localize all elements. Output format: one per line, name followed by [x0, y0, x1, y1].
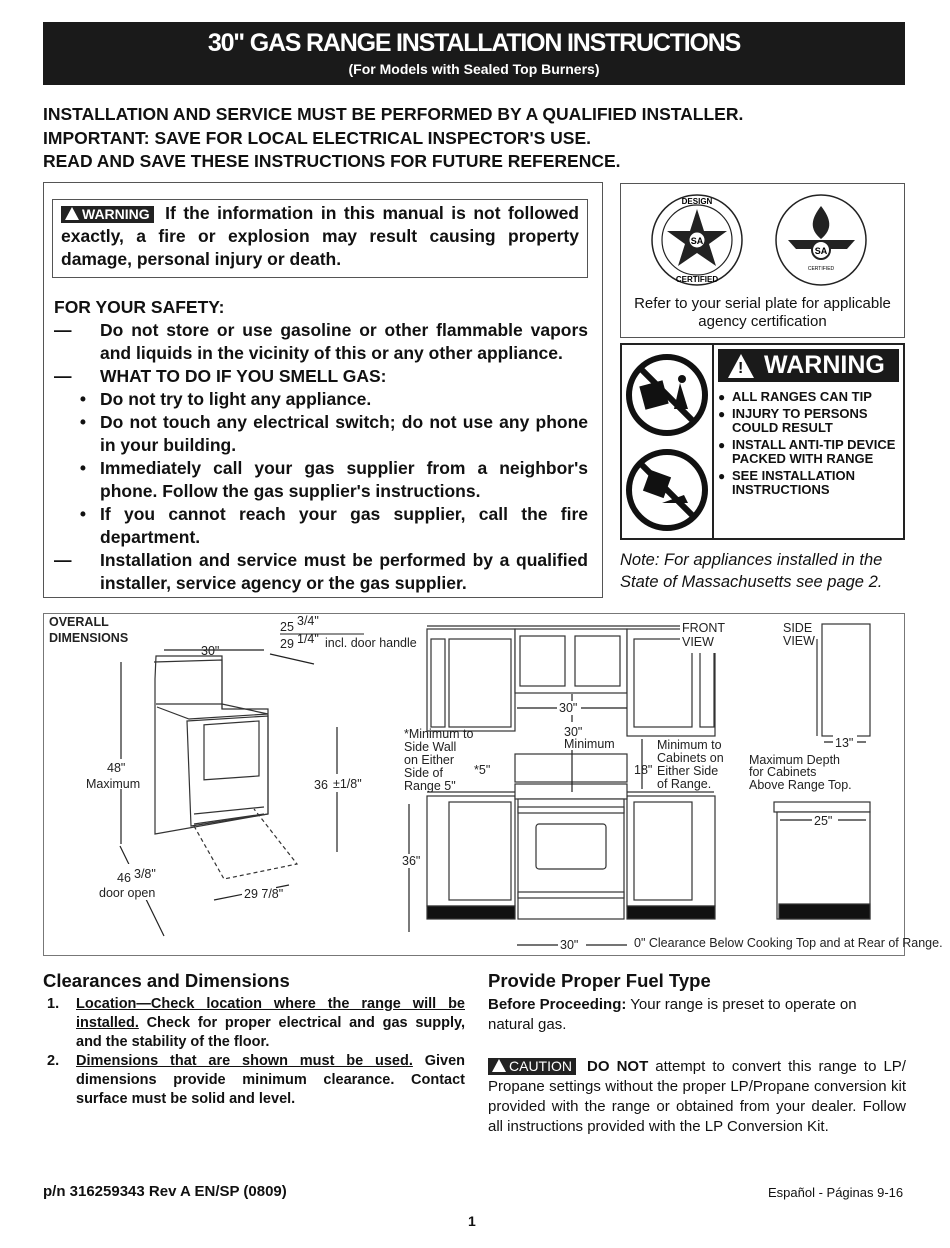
list-item: [52, 457, 588, 503]
list-item-text: Do not try to light any appliance.: [100, 389, 372, 409]
logo-bottom-text: CERTIFIED: [807, 266, 835, 272]
logo-bottom-text: CERTIFIED: [675, 275, 719, 284]
dimension-label: *5": [474, 763, 491, 777]
item-number: 1.: [47, 996, 60, 1012]
list-item: ● INSTALL ANTI-TIP DEVICE PACKED WITH RANGE: [718, 438, 899, 466]
note-line: Side of: [404, 766, 443, 780]
page-number: 1: [468, 1213, 476, 1229]
massachusetts-note: Note: For appliances installed in the State of Massachusetts see page 2.: [620, 551, 883, 591]
logo-mark: SA: [690, 236, 704, 246]
list-item-text: Do not store or use gasoline or other flammable vapors and liquids in the vicinity of this or any other appliance.: [100, 320, 588, 363]
bullet-marker: •: [79, 389, 87, 409]
spanish-pages: Español - Páginas 9-16: [768, 1185, 904, 1200]
list-item-text: Installation and service must be performed by a qualified installer, service agency or the gas supplier.: [100, 550, 588, 593]
installation-notices: [43, 103, 743, 174]
dimension-label: 36": [402, 854, 421, 868]
view-label: SIDE: [783, 621, 813, 635]
dash-marker: —: [54, 320, 72, 340]
view-label: VIEW: [783, 634, 815, 648]
note-line: Maximum Depth: [749, 753, 840, 767]
list-item-text: ALL RANGES CAN TIP: [732, 389, 872, 404]
clearances-section: [43, 970, 465, 1109]
caution-paragraph: [488, 1057, 906, 1137]
dimension-label: Maximum: [86, 777, 141, 791]
note-line: *Minimum to: [404, 727, 474, 741]
dimension-label: 48": [107, 761, 126, 775]
no-tipping-icon: [629, 452, 705, 528]
diagram-label: OVERALL: [49, 615, 109, 629]
dash-marker: —: [54, 366, 72, 386]
page-subtitle: (For Models with Sealed Top Burners): [348, 61, 600, 77]
safety-warning-box: [43, 182, 603, 598]
body: attempt to convert this range to LP/ Propane settings without the proper LP/Propane conversion kit provided with the range or obtained from your dealer. Follow all instructions provided with the LP Conversion Kit.: [488, 1058, 906, 1135]
tip-pictograms: [622, 345, 714, 538]
note-line: of Range.: [657, 777, 712, 791]
warning-triangle-icon: !: [728, 354, 754, 378]
bullet-marker: •: [79, 412, 87, 432]
item-body: Check for proper electrical and gas supply, and the stability of the floor.: [76, 1015, 465, 1050]
logo-mark: SA: [814, 246, 828, 256]
flame-icon: [813, 206, 830, 239]
dimension-label: Minimum: [564, 737, 615, 751]
notice: READ AND SAVE THESE INSTRUCTIONS FOR FUTURE REFERENCE.: [43, 151, 621, 171]
dimensions-figure: [44, 614, 943, 955]
note-line: on Either: [404, 753, 455, 767]
warning-triangle-icon: [492, 1059, 506, 1072]
list-item: ● SEE INSTALLATION INSTRUCTIONS: [718, 469, 899, 497]
warning-triangle-icon: [65, 207, 79, 220]
page-title: 30" GAS RANGE INSTALLATION INSTRUCTIONS: [207, 29, 741, 57]
list-item: [52, 411, 588, 457]
dimension-label: 25": [814, 814, 833, 828]
section-heading: Clearances and Dimensions: [43, 970, 290, 991]
notice: INSTALLATION AND SERVICE MUST BE PERFORMED BY A QUALIFIED INSTALLER.: [43, 104, 744, 124]
dimension-label: 1/4": [297, 632, 319, 646]
safety-list: [52, 296, 588, 595]
warning-badge-label: WARNING: [82, 206, 150, 222]
caution-badge: [488, 1058, 576, 1075]
dimension-label: 29 7/8": [244, 887, 284, 901]
dimension-label: 30": [564, 725, 583, 739]
dimension-label: 30": [560, 938, 579, 952]
warning-headline: [52, 199, 588, 278]
view-label: FRONT: [682, 621, 726, 635]
certification-text: Refer to your serial plate for applicable agency certification: [634, 295, 891, 330]
list-item-text: If you cannot reach your gas supplier, call the fire department.: [100, 504, 588, 547]
note-line: Minimum to: [657, 738, 722, 752]
item-text: [76, 1052, 465, 1109]
caution-badge-label: CAUTION: [509, 1058, 572, 1074]
warning-badge: [61, 206, 154, 223]
list-item: [52, 319, 588, 365]
dimension-label: 3/4": [297, 614, 319, 628]
dimension-label: 3/8": [134, 867, 156, 881]
no-tipping-icon: [629, 357, 705, 433]
section-heading: Provide Proper Fuel Type: [488, 970, 711, 991]
item-text: [76, 995, 465, 1052]
list-item-text: Immediately call your gas supplier from a neighbor's phone. Follow the gas supplier's instructions.: [100, 458, 588, 501]
dimension-label: door open: [99, 886, 156, 900]
cabinet-depth-note: [749, 753, 852, 792]
certification-logos: [621, 184, 904, 284]
cabinet-side-note: [657, 738, 724, 791]
tip-warning-list: [718, 390, 899, 497]
note-line: for Cabinets: [749, 765, 817, 779]
dimension-label: 30": [559, 701, 578, 715]
list-item: [52, 365, 588, 388]
range-perspective-drawing: [154, 656, 297, 879]
note-line: Range 5": [404, 779, 456, 793]
warning-text: If the information in this manual is not followed exactly, a fire or explosion may result causing property damage, personal injury or death.: [61, 203, 579, 269]
list-item: [52, 549, 588, 595]
dimension-label: 46: [117, 871, 131, 885]
dimension-label: 30": [201, 644, 220, 658]
list-item: ● ALL RANGES CAN TIP: [718, 389, 872, 404]
design-certified-logo: [652, 195, 742, 285]
gas-certified-logo: [776, 195, 866, 285]
dimension-label: 18": [634, 763, 653, 777]
list-item: [52, 503, 588, 549]
notice: IMPORTANT: SAVE FOR LOCAL ELECTRICAL INSPECTOR'S USE.: [43, 127, 591, 148]
part-number: p/n 316259343 Rev A EN/SP (0809): [43, 1183, 287, 1200]
note-line: Above Range Top.: [749, 778, 852, 792]
note-line: Cabinets on: [657, 751, 724, 765]
dimension-label: 29: [280, 637, 294, 651]
dimension-label: ±1/8": [333, 777, 362, 791]
tip-warning-title: WARNING: [764, 351, 885, 379]
certification-box: [620, 183, 905, 338]
logo-top-text: DESIGN: [681, 197, 713, 206]
note-line: Either Side: [657, 764, 719, 778]
note-line: Side Wall: [404, 740, 457, 754]
list-item: ● INJURY TO PERSONS COULD RESULT: [718, 407, 899, 435]
list-item-text: INSTALL ANTI-TIP DEVICE PACKED WITH RANGE: [732, 437, 896, 466]
before-proceeding: [488, 995, 906, 1035]
bullet-marker: •: [79, 458, 87, 478]
list-item: [43, 1052, 465, 1109]
emphasis: DO NOT: [587, 1058, 649, 1075]
anti-tip-warning: [620, 343, 905, 540]
list-item: [43, 995, 465, 1052]
item-body: Given dimensions provide minimum clearance. Contact surface must be solid and level.: [76, 1053, 465, 1107]
list-item-text: SEE INSTALLATION INSTRUCTIONS: [732, 468, 856, 497]
list-item-text: Do not touch any electrical switch; do not use any phone in your building.: [100, 412, 588, 455]
dimensions-diagram: [43, 613, 943, 956]
tip-warning-banner: [718, 349, 899, 382]
safety-title: FOR YOUR SAFETY:: [54, 297, 225, 317]
dimension-label: 36: [314, 778, 328, 792]
label: Before Proceeding:: [488, 996, 627, 1013]
list-item-text: WHAT TO DO IF YOU SMELL GAS:: [100, 366, 387, 386]
item-emphasis: Dimensions that are shown must be used.: [76, 1053, 413, 1069]
bullet-marker: •: [79, 504, 87, 524]
dimension-label: 13": [835, 736, 854, 750]
item-emphasis: Location—Check location where the range will be installed.: [76, 996, 465, 1031]
dimension-label: 25: [280, 620, 294, 634]
list-item: [52, 388, 588, 411]
clearance-note: 0" Clearance Below Cooking Top and at Rear of Range.: [634, 936, 943, 950]
body: Your range is preset to operate on natural gas.: [488, 996, 857, 1033]
fuel-type-section: [488, 970, 906, 1137]
diagram-label: DIMENSIONS: [49, 631, 129, 645]
view-label: VIEW: [682, 635, 714, 649]
dash-marker: —: [54, 550, 72, 570]
item-number: 2.: [47, 1053, 60, 1069]
list-item-text: INJURY TO PERSONS COULD RESULT: [732, 406, 868, 435]
side-wall-note: [404, 727, 474, 793]
title-banner: [43, 22, 905, 85]
dimension-label: incl. door handle: [325, 636, 417, 650]
